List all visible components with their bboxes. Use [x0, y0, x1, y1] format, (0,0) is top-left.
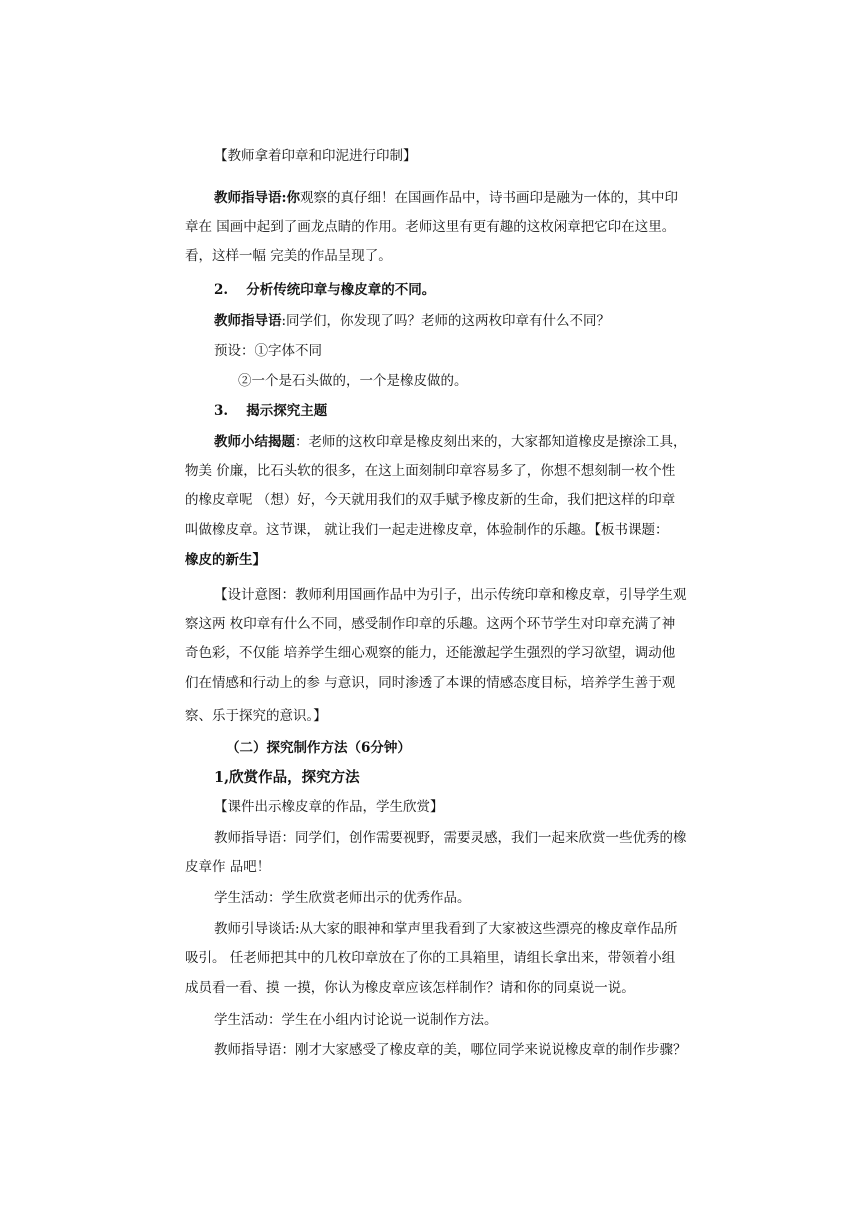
- paragraph-line-7: [214, 341, 714, 361]
- line-text: 【教师拿着印章和印泥进行印制】: [214, 148, 417, 164]
- section-heading-2: [214, 280, 714, 300]
- paragraph-line-29: [214, 1010, 714, 1030]
- paragraph-line-30: [214, 1040, 714, 1060]
- design-intent-line-2: [185, 614, 685, 634]
- line-lead: 教师指导语:你: [214, 190, 300, 206]
- line-lead: 橡皮的新生】: [185, 552, 266, 568]
- line-text: 教师指导语：同学们，创作需要视野，需要灵感，我们一起来欣赏一些优秀的橡: [214, 830, 687, 846]
- line-text: 教师指导语：刚才大家感受了橡皮章的美，哪位同学来说说橡皮章的制作步骤？: [214, 1042, 687, 1058]
- line-text: 皮章作 品吧！: [185, 859, 271, 875]
- line-lead: 1,欣赏作品，探究方法: [214, 769, 360, 786]
- line-text: :同学们，你发现了吗？老师的这两枚印章有什么不同？: [281, 313, 611, 329]
- paragraph-line-24: [185, 857, 685, 877]
- paragraph-line-25: [214, 888, 714, 908]
- line-text: 吸引。 任老师把其中的几枚印章放在了你的工具箱里，请组长拿出来，带领着小组: [185, 950, 676, 966]
- line-text: 教师引导谈话:从大家的眼神和掌声里我看到了大家被这些漂亮的橡皮章作品所: [214, 921, 678, 937]
- line-text: 学生活动：学生在小组内讨论说一说制作方法。: [214, 1012, 498, 1028]
- line-text: 【设计意图：教师利用国画作品中为引子，出示传统印章和橡皮章，引导学生观: [214, 587, 687, 603]
- paragraph-line-10: [214, 432, 714, 452]
- paragraph-line-4: [185, 246, 685, 266]
- line-text: 预设：①字体不同: [214, 343, 322, 359]
- paragraph-line-6: [214, 311, 714, 331]
- design-intent-line-4: [185, 673, 685, 693]
- line-text: 叫做橡皮章。这节课， 就让我们一起走进橡皮章，体验制作的乐趣。【板书课题：: [185, 522, 669, 538]
- paragraph-line-1: [214, 146, 714, 166]
- paragraph-line-22: [214, 797, 714, 817]
- paragraph-line-28: [185, 978, 685, 998]
- section-heading-3: [214, 401, 714, 421]
- line-lead: 3. 揭示探究主题: [214, 403, 328, 419]
- line-text: ：老师的这枚印章是橡皮刻出来的，大家都知道橡皮是擦涂工具，: [295, 434, 687, 450]
- paragraph-line-12: [185, 490, 685, 510]
- line-text: 看，这样一幅 完美的作品呈现了。: [185, 248, 392, 264]
- paragraph-line-13: [185, 520, 685, 540]
- line-text: 成员看一看、摸 一摸，你认为橡皮章应该怎样制作？请和你的同桌说一说。: [185, 980, 635, 996]
- paragraph-line-8: [238, 371, 738, 391]
- paragraph-line-11: [185, 461, 685, 481]
- line-text: 的橡皮章呢 （想）好，今天就用我们的双手赋予橡皮新的生命，我们把这样的印章: [185, 492, 676, 508]
- line-text: 察这两 枚印章有什么不同，感受制作印章的乐趣。这两个环节学生对印章充满了神: [185, 616, 676, 632]
- line-text: 奇色彩，不仅能 培养学生细心观察的能力，还能激起学生强烈的学习欲望，调动他: [185, 645, 676, 661]
- line-text: 察、乐于探究的意识。】: [185, 708, 327, 724]
- line-text: 观察的真仔细！在国画作品中，诗书画印是融为一体的，其中印: [299, 190, 678, 206]
- line-lead: （二）探究制作方法（6分钟）: [226, 740, 411, 756]
- section-heading-method: [226, 738, 726, 758]
- paragraph-line-2: [214, 188, 714, 208]
- paragraph-line-26: [214, 919, 714, 939]
- line-text: 物美 价廉，比石头软的很多，在这上面刻制印章容易多了，你想不想刻制一枚个性: [185, 463, 676, 479]
- design-intent-line-5: [185, 706, 685, 726]
- paragraph-line-3: [185, 217, 685, 237]
- paragraph-line-14: [185, 550, 685, 570]
- line-text: 章在 国画中起到了画龙点睛的作用。老师这里有更有趣的这枚闲章把它印在这里。: [185, 219, 676, 235]
- line-lead: 教师指导语: [214, 313, 282, 329]
- design-intent-line-3: [185, 643, 685, 663]
- paragraph-line-27: [185, 948, 685, 968]
- design-intent-line-1: [214, 585, 714, 605]
- line-lead: 教师小结揭题: [214, 434, 295, 450]
- subsection-heading-1: [214, 768, 714, 788]
- line-text: 【课件出示橡皮章的作品，学生欣赏】: [214, 799, 444, 815]
- line-text: 们在情感和行动上的参 与意识，同时渗透了本课的情感态度目标，培养学生善于观: [185, 675, 676, 691]
- line-text: ②一个是石头做的，一个是橡皮做的。: [238, 373, 468, 389]
- line-lead: 2. 分析传统印章与橡皮章的不同。: [214, 282, 436, 298]
- line-text: 学生活动：学生欣赏老师出示的优秀作品。: [214, 890, 471, 906]
- paragraph-line-23: [214, 828, 714, 848]
